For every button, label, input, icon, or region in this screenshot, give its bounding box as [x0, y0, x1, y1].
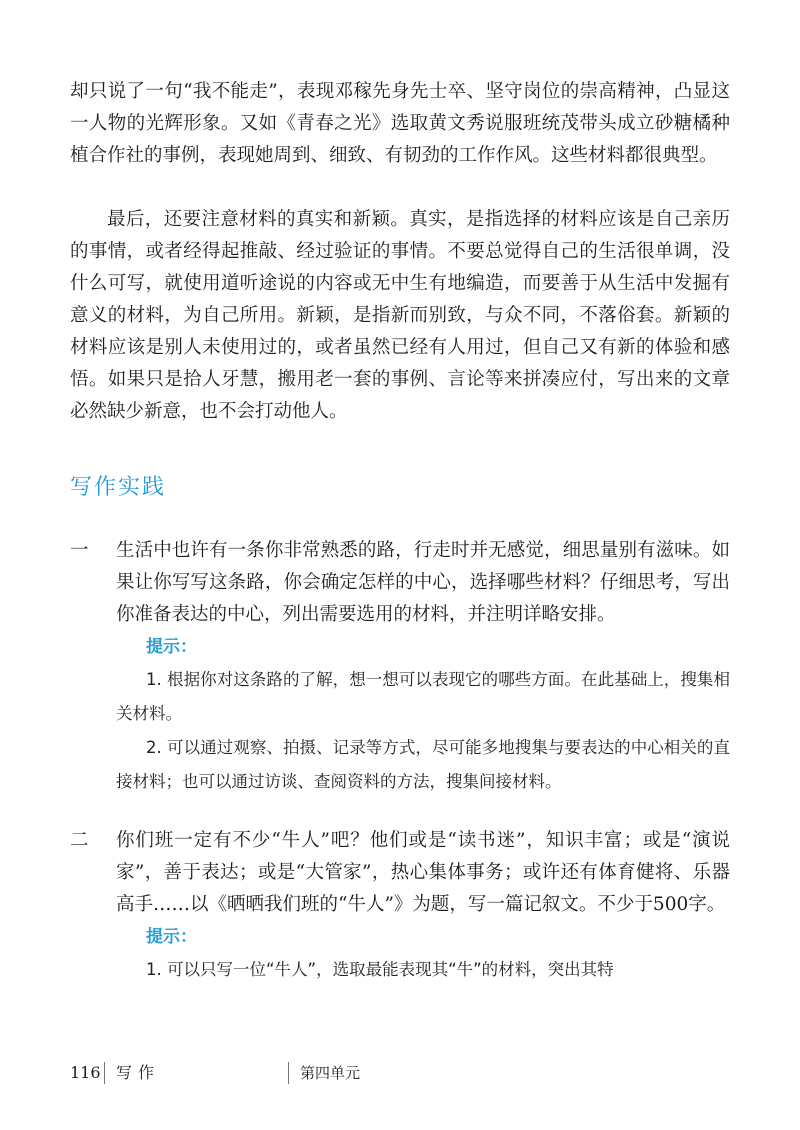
footer-divider: [288, 1062, 289, 1084]
footer-book-title: 写作: [116, 1063, 161, 1082]
body-text: 最后，还要注意材料的真实和新颖。真实，是指选择的材料应该是自己亲历的事情，或者经得起推敲、经过验证的事情。不要总觉得自己的生活很单调，没什么可写，就使用道听途说的内容或无中生有地编造，而要善于从生活中发掘有意义的材料，为自己所用。新颖，是指新而别致，与众不同，不落俗套。新颖的材料应该是别人未使用过的，或者虽然已经有人用过，但自己又有新的体验和感悟。如果只是拾人牙慧，搬用老一套的事例、言论等来拼凑应付，写出来的文章必然缺少新意，也不会打动他人。: [70, 209, 730, 422]
section-title: 写作实践: [70, 475, 167, 500]
intro-paragraph-1: [70, 76, 730, 172]
task-text: 生活中也许有一条你非常熟悉的路，行走时并无感觉，细思量别有滋味。如果让你写写这条路，你会确定怎样的中心，选择哪些材料？仔细思考，写出你准备表达的中心，列出需要选用的材料，并注明详略安排。: [116, 540, 730, 625]
hint-label: 提示：: [146, 927, 197, 947]
page-number: 116: [70, 1063, 101, 1082]
hint-item: 1. 可以只写一位“牛人”，选取最能表现其“牛”的材料，突出其特: [146, 960, 614, 979]
hint-item: 1. 根据你对这条路的了解，想一想可以表现它的哪些方面。在此基础上，搜集相关材料。: [116, 670, 730, 723]
task-item-1: [70, 535, 730, 799]
task-item-2: [70, 825, 730, 987]
task-text: 你们班一定有不少“牛人”吧？他们或是“读书迷”，知识丰富；或是“演说家”，善于表达；或是“大管家”，热心集体事务；或许还有体育健将、乐器高手……以《晒晒我们班的“牛人”》为题，写一篇记叙文。不少于500字。: [116, 830, 730, 915]
task-number: 二: [70, 830, 89, 851]
page-footer: [70, 1058, 730, 1088]
body-text: 却只说了一句“我不能走”，表现邓稼先身先士卒、坚守岗位的崇高精神，凸显这一人物的光辉形象。又如《青春之光》选取黄文秀说服班统茂带头成立砂糖橘种植合作社的事例，表现她周到、细致、有韧劲的工作作风。这些材料都很典型。: [70, 81, 730, 166]
footer-divider: [104, 1062, 105, 1084]
hint-label: 提示：: [146, 637, 197, 657]
task-number: 一: [70, 540, 89, 561]
intro-paragraph-2: [70, 204, 730, 428]
hint-item: 2. 可以通过观察、拍摄、记录等方式，尽可能多地搜集与要表达的中心相关的直接材料；也可以通过访谈、查阅资料的方法，搜集间接材料。: [116, 738, 730, 791]
footer-unit-title: 第四单元: [300, 1064, 361, 1082]
